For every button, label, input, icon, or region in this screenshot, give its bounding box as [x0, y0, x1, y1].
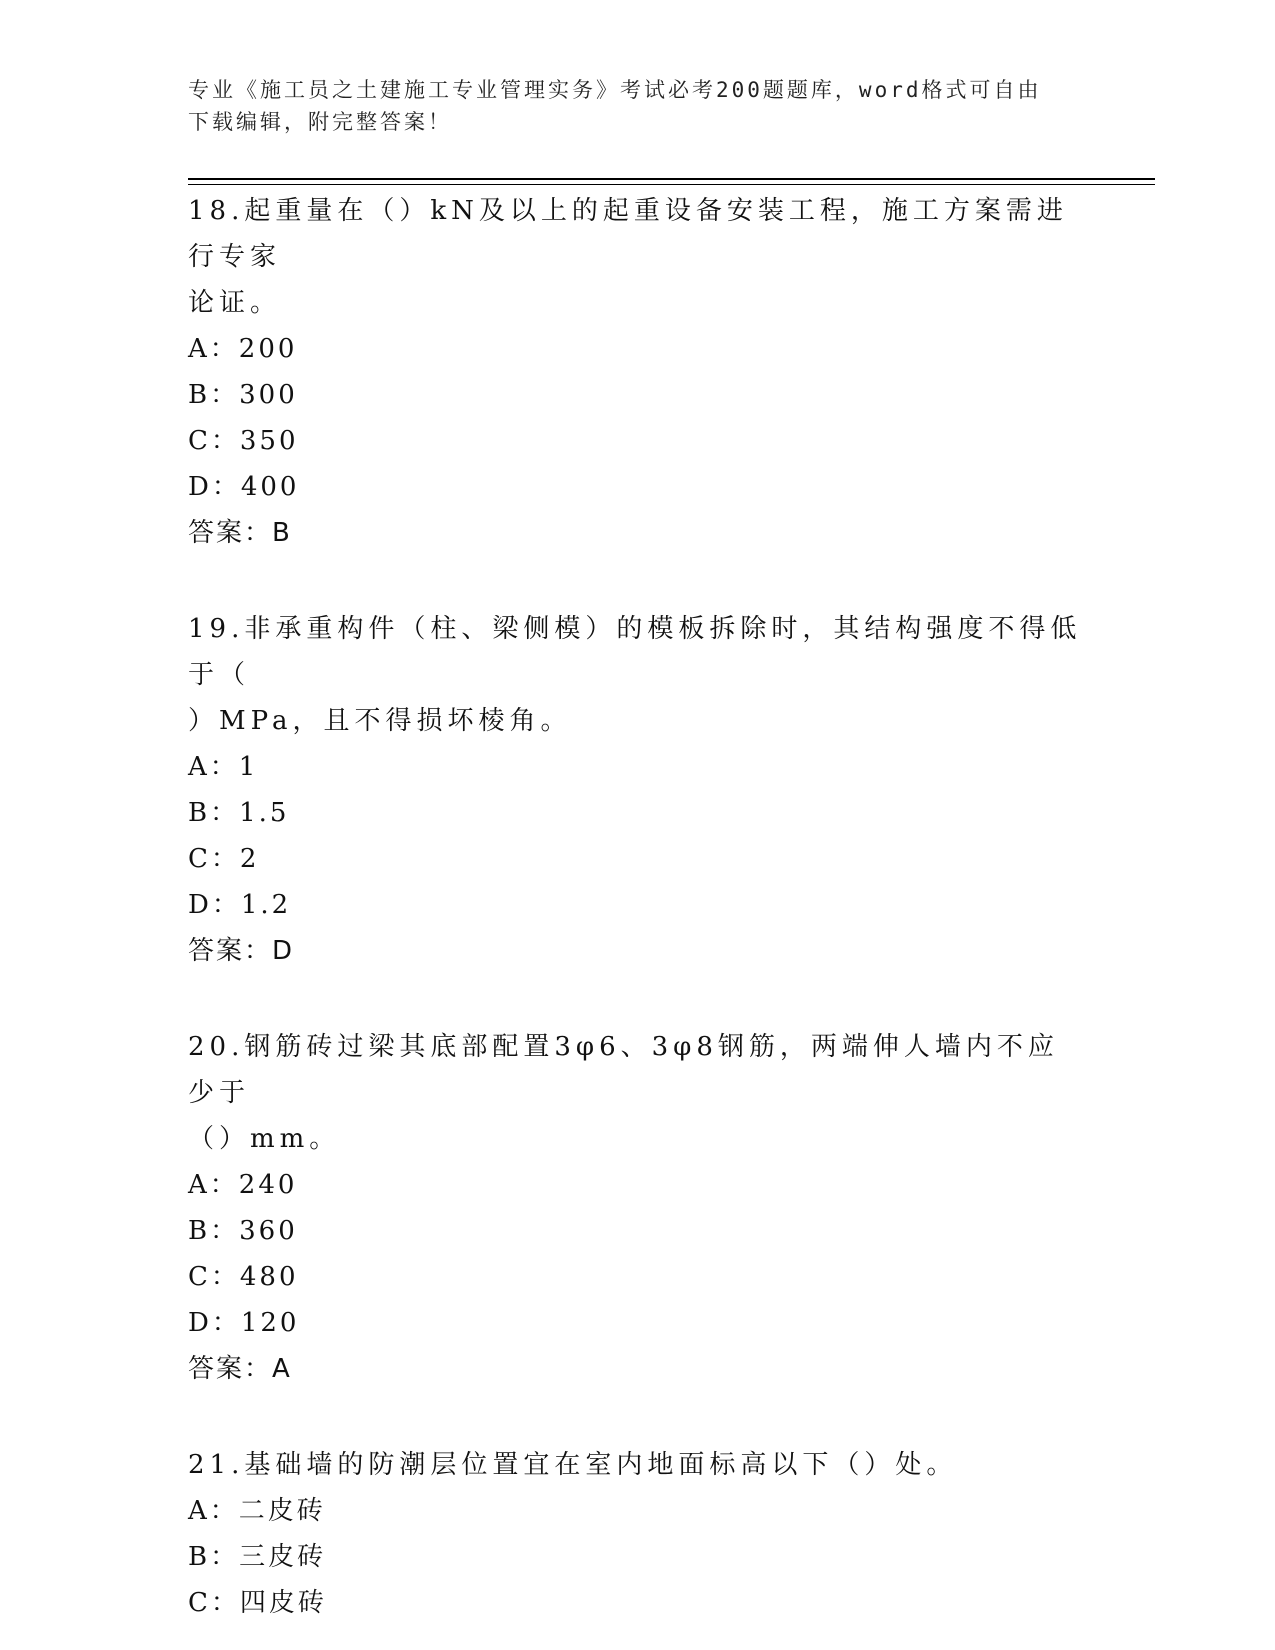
question-spacer [188, 556, 1088, 606]
option-a: A：1 [188, 752, 259, 782]
question-stem-continued: （）mm。 [188, 1124, 341, 1154]
question-stem-continued: ）MPa，且不得损坏棱角。 [188, 706, 572, 736]
option-d: D：120 [188, 1308, 300, 1338]
question-list [188, 188, 1088, 1626]
question-stem: 21.基础墙的防潮层位置宜在室内地面标高以下（）处。 [188, 1450, 958, 1480]
question-stem: 19.非承重构件（柱、梁侧模）的模板拆除时，其结构强度不得低于（ [188, 614, 1082, 690]
option-a: A：240 [188, 1170, 298, 1200]
question-19 [188, 606, 1088, 974]
header-divider-thick [188, 178, 1155, 180]
question-spacer [188, 974, 1088, 1024]
option-b: B：三皮砖 [188, 1542, 327, 1572]
question-stem-continued: 论证。 [188, 288, 282, 318]
header-line-1: 专业《施工员之土建施工专业管理实务》考试必考200题题库，word格式可自由 [188, 78, 1042, 102]
question-18 [188, 188, 1088, 556]
option-c: C：四皮砖 [188, 1588, 327, 1618]
question-20 [188, 1024, 1088, 1392]
option-c: C：350 [188, 426, 299, 456]
question-stem: 20.钢筋砖过梁其底部配置3φ6、3φ8钢筋，两端伸人墙内不应少于 [188, 1032, 1059, 1108]
answer: 答案：B [188, 518, 292, 548]
option-d: D：1.2 [188, 890, 292, 920]
document-header [188, 74, 1088, 138]
option-d: D：400 [188, 472, 300, 502]
header-line-2: 下载编辑，附完整答案！ [188, 110, 452, 134]
option-b: B：300 [188, 380, 298, 410]
answer: 答案：D [188, 936, 295, 966]
option-c: C：2 [188, 844, 260, 874]
question-stem: 18.起重量在（）kN及以上的起重设备安装工程，施工方案需进行专家 [188, 196, 1068, 272]
option-a: A：200 [188, 334, 298, 364]
option-a: A：二皮砖 [188, 1496, 326, 1526]
question-21 [188, 1442, 1088, 1626]
option-b: B：360 [188, 1216, 298, 1246]
answer: 答案：A [188, 1354, 292, 1384]
header-divider-thin [188, 184, 1155, 185]
option-c: C：480 [188, 1262, 299, 1292]
question-spacer [188, 1392, 1088, 1442]
option-b: B：1.5 [188, 798, 290, 828]
